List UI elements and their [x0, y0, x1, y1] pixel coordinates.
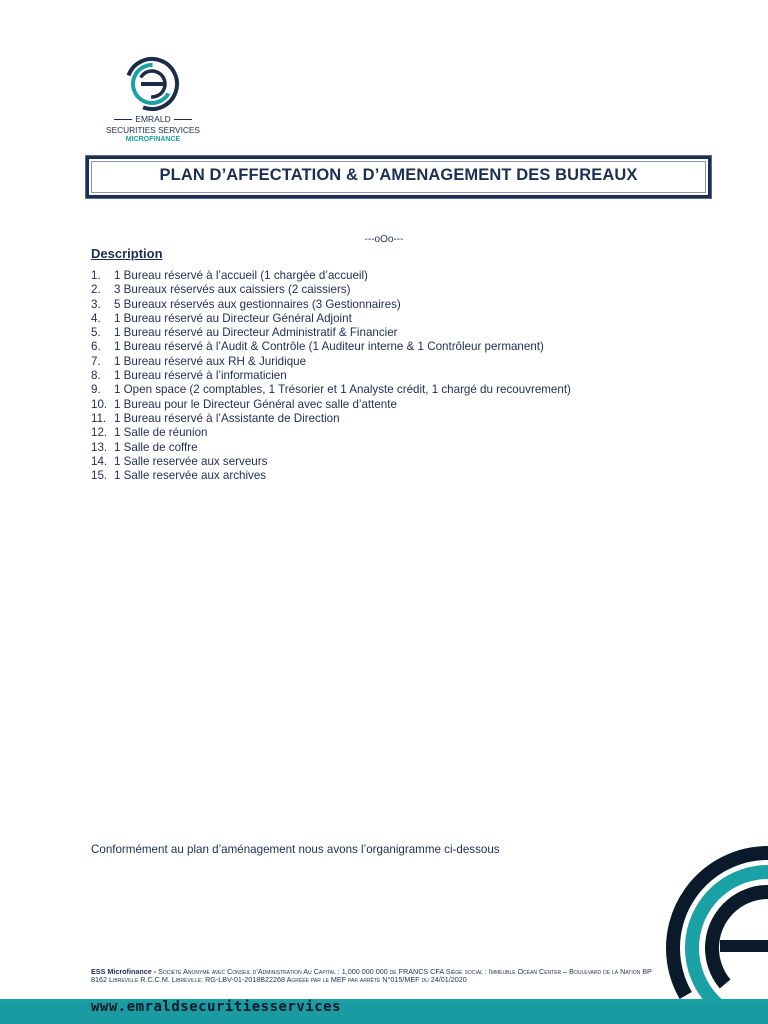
list-item-number: 1. — [91, 269, 101, 282]
list-item-number: 12. — [91, 426, 108, 440]
list-item-text: 1 Bureau réservé à l’Assistante de Direction — [114, 411, 340, 425]
list-item — [91, 383, 571, 397]
list-item — [91, 283, 571, 297]
list-item-number: 11. — [91, 411, 107, 425]
list-item — [91, 369, 571, 383]
list-item — [91, 298, 571, 312]
ess-emblem-icon — [91, 44, 215, 112]
list-item-number: 10. — [91, 397, 108, 411]
list-item-number: 9. — [91, 383, 101, 397]
description-heading: Description — [91, 246, 163, 261]
list-item-number: 14. — [91, 454, 108, 468]
list-item-number: 8. — [91, 369, 101, 383]
list-item-text: 1 Salle de coffre — [114, 440, 198, 454]
list-item-text: 1 Bureau réservé au Directeur Administratif & Financier — [114, 326, 398, 340]
list-item-number: 5. — [91, 326, 101, 340]
list-item — [91, 455, 571, 469]
list-item — [91, 469, 571, 483]
list-item — [91, 355, 571, 369]
list-item — [91, 398, 571, 412]
logo-microfinance-text: MICROFINANCE — [125, 136, 181, 143]
page-title: PLAN D’AFFECTATION & D’AMENAGEMENT DES BUREAUX — [159, 166, 638, 184]
footer-legal-text: Société Anonyme avec Conseil d’Administration Au Capital : 1,000 000 000 de FRANCS CFA Siège social : Immeuble Océan Center – Boulevard de la Nation BP 8162 Libreville R.C.C.M. Libreville: RG-LBV-01-2018B22268 Agréée par le MEF par arrêté N°015/MEF du 24/01/2020 — [91, 967, 652, 985]
list-item-text: 1 Bureau réservé à l’accueil (1 chargée d’accueil) — [114, 269, 368, 282]
list-item-text: 1 Salle de réunion — [114, 426, 208, 440]
list-item — [91, 269, 571, 283]
list-item — [91, 312, 571, 326]
title-box — [86, 156, 711, 198]
list-item — [91, 326, 571, 340]
footer-brand: ESS Microfinance - — [91, 967, 157, 976]
list-item-text: 1 Bureau réservé au Directeur Général Adjoint — [114, 311, 352, 325]
logo-emrald-text: EMRALD — [91, 114, 215, 124]
list-item-text: 1 Salle reservée aux archives — [114, 469, 267, 483]
list-item-number: 15. — [91, 469, 108, 483]
list-item-number: 4. — [91, 311, 101, 325]
list-item-text: 1 Bureau réservé à l’informaticien — [114, 369, 287, 383]
list-item-text: 1 Bureau réservé aux RH & Juridique — [114, 354, 307, 368]
list-item — [91, 412, 571, 426]
list-item-number: 6. — [91, 340, 101, 354]
list-item-number: 7. — [91, 354, 101, 368]
list-item-text: 1 Salle reservée aux serveurs — [114, 454, 268, 468]
office-list — [91, 269, 571, 483]
corner-emblem-icon — [660, 840, 768, 1024]
conformement-text: Conformément au plan d’aménagement nous avons l’organigramme ci-dessous — [91, 843, 500, 856]
list-item-text: 3 Bureaux réservés aux caissiers (2 caissiers) — [114, 283, 351, 297]
logo-securities-text: SECURITIES SERVICES — [106, 125, 200, 135]
list-item-text: 1 Open space (2 comptables, 1 Trésorier et 1 Analyste crédit, 1 chargé du recouvrement) — [114, 383, 571, 397]
list-item-text: 1 Bureau pour le Directeur Général avec salle d’attente — [114, 397, 397, 411]
list-item — [91, 426, 571, 440]
list-item-text: 5 Bureaux réservés aux gestionnaires (3 Gestionnaires) — [114, 297, 401, 311]
footer-website-link[interactable]: www.emraldsecuritiesservices — [91, 999, 342, 1015]
footer-legal — [91, 968, 663, 985]
list-item-text: 1 Bureau réservé à l’Audit & Contrôle (1 Auditeur interne & 1 Contrôleur permanent) — [114, 340, 544, 354]
list-item — [91, 340, 571, 354]
list-item — [91, 441, 571, 455]
separator-text: ---oOo--- — [364, 234, 404, 245]
company-logo — [91, 44, 215, 148]
list-item-number: 3. — [91, 297, 101, 311]
list-item-number: 2. — [91, 283, 101, 297]
list-item-number: 13. — [91, 440, 108, 454]
